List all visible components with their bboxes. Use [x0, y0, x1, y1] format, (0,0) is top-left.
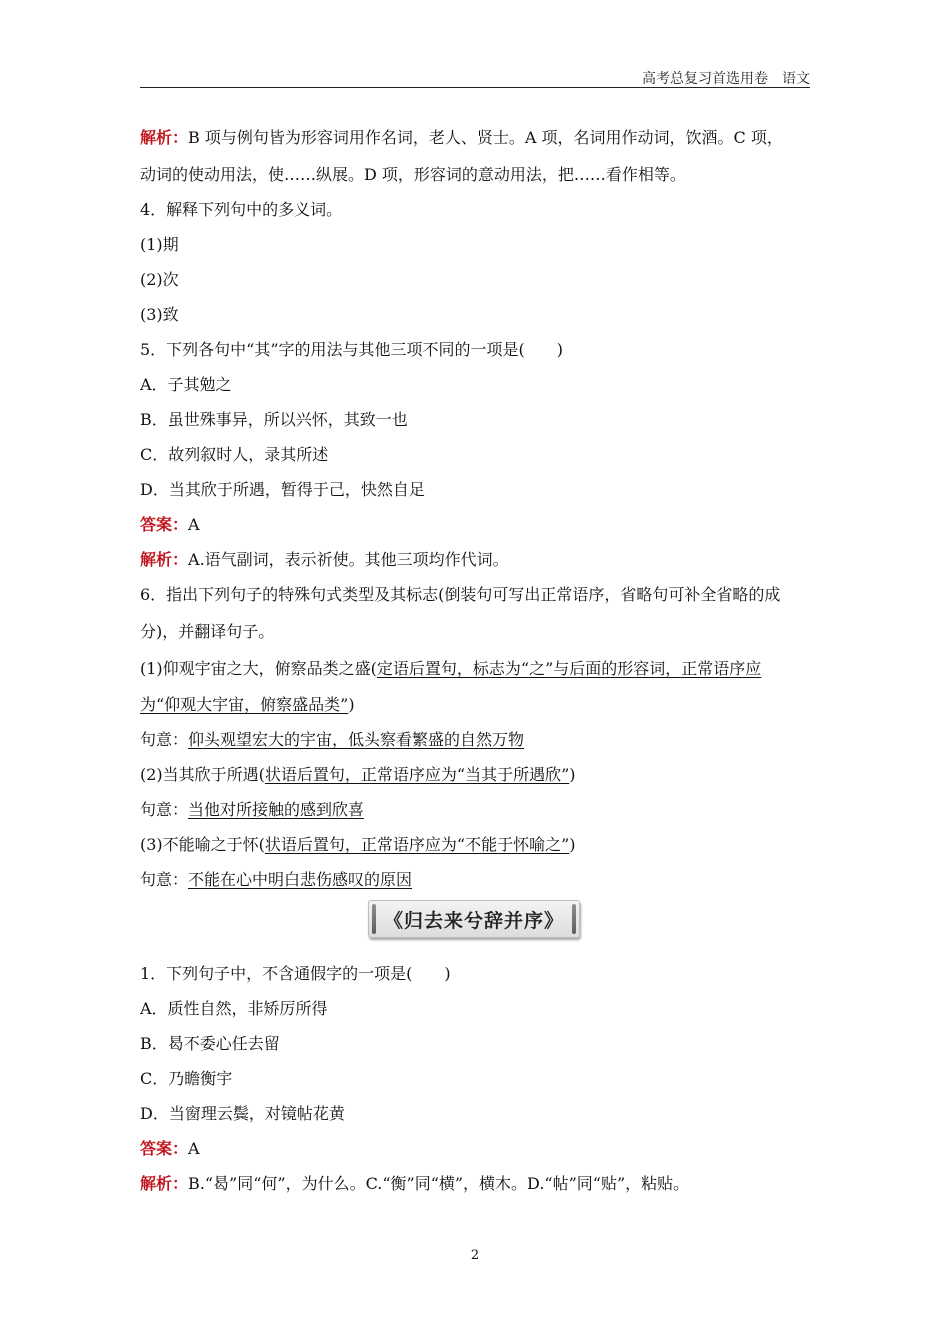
sentence-1 [140, 658, 812, 680]
translation-text: 仰头观望宏大的宇宙，低头察看繁盛的自然万物 [188, 730, 525, 749]
question-1-stem: 1．下列句子中，不含通假字的一项是( ) [140, 964, 451, 983]
question-5-stem: 5．下列各句中“其”字的用法与其他三项不同的一项是( ) [140, 340, 564, 359]
sentence-2 [140, 764, 812, 786]
header-divider [140, 87, 810, 88]
sentence-3-close: ) [569, 835, 576, 854]
analysis-text: B 项与例句皆为形容词用作名词，老人、贤士。A 项，名词用作动词，饮酒。C 项， [188, 128, 783, 147]
question-1-analysis [140, 1173, 812, 1195]
translation-text: 不能在心中明白悲伤感叹的原因 [188, 870, 413, 889]
sentence-2-text: (2)当其欣于所遇( [140, 765, 265, 784]
analysis-label: 解析： [140, 550, 189, 569]
translation-label: 句意： [140, 870, 189, 889]
sentence-3 [140, 834, 812, 856]
translation-2 [140, 799, 812, 821]
question-4-item: (1)期 [140, 235, 179, 254]
sentence-3-answer: 状语后置句，正常语序应为“不能于怀喻之” [264, 835, 570, 854]
question-5-option: C．故列叙时人，录其所述 [140, 445, 329, 464]
question-1-answer [140, 1138, 812, 1160]
question-5-analysis [140, 549, 812, 571]
page-number: 2 [470, 1248, 480, 1263]
sentence-2-close: ) [569, 765, 576, 784]
translation-3 [140, 869, 812, 891]
analysis-paragraph [140, 127, 812, 149]
sentence-1-continuation [140, 694, 812, 716]
translation-label: 句意： [140, 800, 189, 819]
answer-value: A [188, 1139, 200, 1158]
sentence-2-answer: 状语后置句，正常语序应为“当其于所遇欣” [264, 765, 570, 784]
sentence-1-answer: 定语后置句，标志为“之”与后面的形容词，正常语序应 [376, 659, 762, 678]
sentence-1-close: ) [348, 695, 355, 714]
translation-text: 当他对所接触的感到欣喜 [188, 800, 365, 819]
answer-label: 答案： [140, 1139, 189, 1158]
question-1-option: A．质性自然，非矫厉所得 [140, 999, 328, 1018]
question-1-option: B．曷不委心任去留 [140, 1034, 280, 1053]
question-5-option: B．虽世殊事异，所以兴怀，其致一也 [140, 410, 408, 429]
translation-1 [140, 729, 812, 751]
sentence-1-answer-continuation: 为“仰观大宇宙，俯察盛品类” [140, 695, 349, 714]
question-5-option: D．当其欣于所遇，暂得于己，快然自足 [140, 480, 425, 499]
analysis-continuation: 动词的使动用法，使……纵展。D 项，形容词的意动用法，把……看作相等。 [140, 165, 686, 184]
analysis-text: B.“曷”同“何”，为什么。C.“衡”同“横”，横木。D.“帖”同“贴”，粘贴。 [188, 1174, 690, 1193]
question-1-option: D．当窗理云鬓，对镜帖花黄 [140, 1104, 345, 1123]
question-6-stem: 6．指出下列句子的特殊句式类型及其标志(倒装句可写出正常语序，省略句可补全省略的成 [140, 585, 781, 604]
translation-label: 句意： [140, 730, 189, 749]
question-1-option: C．乃瞻衡宇 [140, 1069, 233, 1088]
running-header: 高考总复习首选用卷 语文 [642, 71, 810, 87]
question-6-stem-continuation: 分)，并翻译句子。 [140, 622, 275, 641]
section-title-banner [368, 900, 580, 938]
sentence-3-text: (3)不能喻之于怀( [140, 835, 265, 854]
question-4-item: (2)次 [140, 270, 179, 289]
answer-value: A [188, 515, 200, 534]
question-5-answer [140, 514, 812, 536]
analysis-label: 解析： [140, 128, 189, 147]
question-4-stem: 4．解释下列句中的多义词。 [140, 200, 343, 219]
answer-label: 答案： [140, 515, 189, 534]
question-4-item: (3)致 [140, 305, 179, 324]
question-5-option: A．子其勉之 [140, 375, 232, 394]
analysis-label: 解析： [140, 1174, 189, 1193]
sentence-1-text: (1)仰观宇宙之大，俯察品类之盛( [140, 659, 377, 678]
analysis-text: A.语气副词，表示祈使。其他三项均作代词。 [188, 550, 509, 569]
section-title: 《归去来兮辞并序》 [383, 909, 564, 932]
